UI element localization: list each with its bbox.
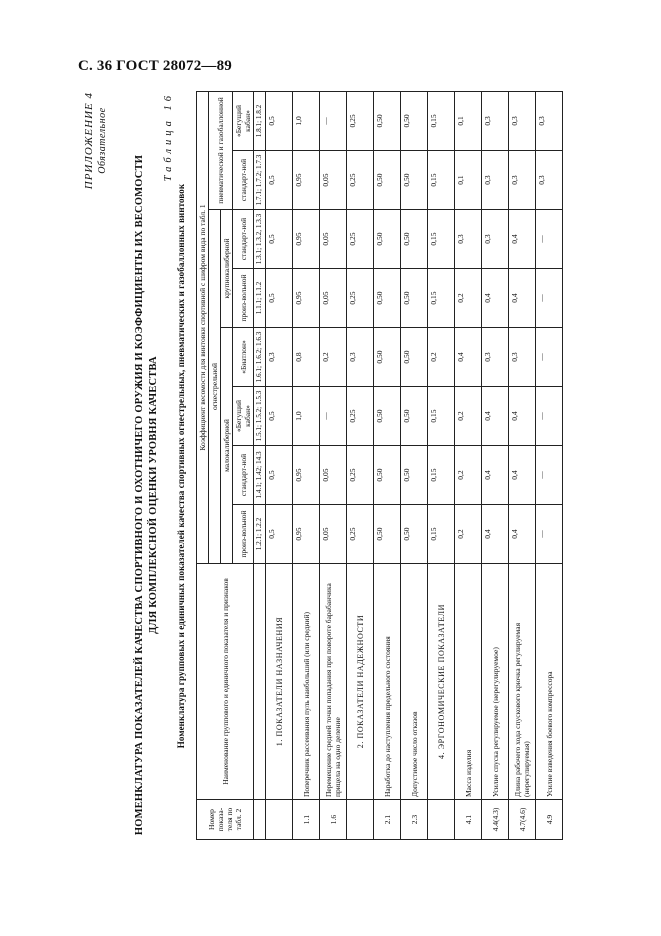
header-large: крупнокалиберной [221,210,233,328]
header-fire: огнестрельной [209,210,221,564]
coef-cell: 0,95 [293,269,320,328]
row-number: 4.7(4.6) [509,800,536,840]
coef-cell: 0,25 [347,446,374,505]
main-title [133,150,161,840]
section-row [266,91,293,839]
column-code: 1.4.1; 1.42; 14.3 [254,446,266,505]
row-number: 1.6 [320,800,347,840]
coef-cell: 0,15 [428,269,455,328]
coef-cell: 0,05 [320,505,347,564]
coef-cell: 0,50 [401,91,428,150]
row-number: 4.9 [536,800,563,840]
header-small: малокалиберной [221,328,233,564]
column-code: 1.3.1; 1.3.2, 1.3.3 [254,210,266,269]
coef-cell: 0,50 [401,151,428,210]
row-name: Масса изделия [455,564,482,800]
code-spacer [254,800,266,840]
coef-cell: 0,5 [266,269,293,328]
coef-cell: — [536,387,563,446]
coef-cell: 0,95 [293,505,320,564]
coef-cell: 0,15 [428,505,455,564]
coef-cell: 0,5 [266,210,293,269]
coef-cell: 0,50 [401,387,428,446]
coef-cell: 0,05 [320,210,347,269]
coef-cell: 0,50 [374,328,401,387]
coef-cell: 0,50 [374,505,401,564]
table-row [401,91,428,839]
row-name: Наработка до наступления предельного состояния [374,564,401,800]
coef-cell: 0,15 [428,387,455,446]
quality-table [196,91,563,840]
coef-cell: 0,3 [482,91,509,150]
coef-cell: 0,4 [509,387,536,446]
row-name: Перемещение средней точки попадания при повороте барабанчика прицела на одно деление [320,564,347,800]
coef-cell: 0,05 [320,269,347,328]
column-label: произ-вольной [233,505,254,564]
coef-cell: 0,1 [455,151,482,210]
column-code: 1.7.1; 1.7.2; 1.7.3 [254,151,266,210]
row-number [266,800,293,840]
row-number [347,800,374,840]
row-number [428,800,455,840]
coef-cell: 0,25 [347,387,374,446]
coef-cell: 0,3 [482,210,509,269]
coef-cell: 0,5 [266,151,293,210]
column-code: 1.5.1; 1.5.2; 1.5.3 [254,387,266,446]
coef-cell: — [536,505,563,564]
coef-cell: 0,3 [482,151,509,210]
row-number: 4.4(4.3) [482,800,509,840]
coef-cell: 0,2 [428,328,455,387]
coef-cell: 0,2 [320,328,347,387]
coef-cell: 0,95 [293,446,320,505]
table-subtitle: Номенклатура групповых и единичных показателей качества спортивных огнестрельных, пневматических и газобаллонных винтовок [176,183,186,749]
coef-cell: 0,05 [320,446,347,505]
table-row [509,91,536,839]
coef-cell: — [320,91,347,150]
coef-cell: 0,50 [374,210,401,269]
coef-cell: 0,50 [374,91,401,150]
coef-cell: 0,4 [455,328,482,387]
coef-cell: 0,50 [401,446,428,505]
coef-cell: 0,95 [293,151,320,210]
coef-cell: 0,4 [509,446,536,505]
coef-cell: 0,4 [482,446,509,505]
coef-cell: 0,4 [482,505,509,564]
coef-cell: — [320,387,347,446]
appendix-label [83,92,109,189]
coef-cell: 0,4 [482,387,509,446]
coef-cell: 0,25 [347,210,374,269]
column-code: 1.8.1; 1.8.2 [254,91,266,150]
coef-cell: 0,05 [320,151,347,210]
coef-cell: 0,50 [374,387,401,446]
coef-cell: 0,95 [293,210,320,269]
table-row [374,91,401,839]
column-label: «Бегущий кабан» [233,91,254,150]
header-coef: Коэффициент весомости для винтовки спортивной с шифром вида по табл. 1 [197,91,209,563]
row-number: 2.3 [401,800,428,840]
column-label: «Биатлон» [233,328,254,387]
appendix-number: ПРИЛОЖЕНИЕ 4 [83,92,95,190]
coef-cell: 0,25 [347,269,374,328]
coef-cell: 0,15 [428,151,455,210]
table-row [320,91,347,839]
coef-cell: 0,5 [266,505,293,564]
main-title-line-2: ДЛЯ КОМПЛЕКСНОЙ ОЦЕНКИ УРОВНЯ КАЧЕСТВА [148,356,159,634]
column-code: 1.1.1; 1.1.2 [254,269,266,328]
coef-cell: 0,3 [509,328,536,387]
coef-cell: — [536,328,563,387]
row-number: 2.1 [374,800,401,840]
appendix-type: Обязательное [97,107,108,174]
header-name: Наименование группового и единичного показателя и признаков [197,564,254,800]
coef-cell: 0,4 [482,269,509,328]
section-row [428,91,455,839]
table-row [455,91,482,839]
column-label: стандарт-ной [233,446,254,505]
coef-cell: 0,50 [401,328,428,387]
row-name: Усилие спуска регулируемое (нерегулируемое) [482,564,509,800]
coef-cell: 0,3 [536,91,563,150]
main-title-line-1: НОМЕНКЛАТУРА ПОКАЗАТЕЛЕЙ КАЧЕСТВА СПОРТИВНОГО И ОХОТНИЧЕГО ОРУЖИЯ И КОЭФФИЦИЕНТЫ ИХ ВЕСОМОСТИ [134,154,145,836]
code-spacer [254,564,266,800]
coef-cell: 0,3 [347,328,374,387]
row-name: Допустимое число отказов [401,564,428,800]
row-name: Поперечник рассеивания пуль наибольший (или средний) [293,564,320,800]
coef-cell: 0,25 [347,505,374,564]
row-name: Длина рабочего хода спускового крючка регулируемая (нерегулируемая) [509,564,536,800]
coef-cell: 0,4 [509,505,536,564]
column-code: 1.2.1; 1.2.2 [254,505,266,564]
coef-cell: 0,5 [266,446,293,505]
section-name: 4. ЭРГОНОМИЧЕСКИЕ ПОКАЗАТЕЛИ [428,564,455,800]
coef-cell: 0,15 [428,446,455,505]
coef-cell: 0,2 [455,446,482,505]
coef-cell: 0,50 [374,151,401,210]
coef-cell: 0,3 [509,151,536,210]
row-number: 4.1 [455,800,482,840]
column-code: 1.6.1; 1.6.2; 1.6.3 [254,328,266,387]
coef-cell: 0,2 [455,505,482,564]
column-label: произ-вольной [233,269,254,328]
coef-cell: 0,3 [455,210,482,269]
coef-cell: 0,50 [401,505,428,564]
coef-cell: 0,5 [266,387,293,446]
coef-cell: 0,15 [428,210,455,269]
coef-cell: 0,2 [455,269,482,328]
coef-cell: 0,3 [536,151,563,210]
table-row [293,91,320,839]
table-row [482,91,509,839]
coef-cell: 0,50 [401,210,428,269]
coef-cell: 0,4 [509,210,536,269]
coef-cell: 0,3 [266,328,293,387]
section-row [347,91,374,839]
header-num: Номер показа-теля по табл. 2 [197,800,254,840]
table-row [536,91,563,839]
coef-cell: 0,50 [374,269,401,328]
coef-cell: 0,4 [509,269,536,328]
coef-cell: 0,25 [347,151,374,210]
coef-cell: 0,3 [482,328,509,387]
rotated-content [83,92,618,840]
coef-cell: 1,0 [293,387,320,446]
coef-cell: 0,50 [401,269,428,328]
coef-cell: 0,25 [347,91,374,150]
coef-cell: — [536,446,563,505]
header-pneu: пневматической и газобаллонной [209,91,233,209]
coef-cell: — [536,269,563,328]
coef-cell: 0,1 [455,91,482,150]
coef-cell: 1,0 [293,91,320,150]
row-number: 1.1 [293,800,320,840]
coef-cell: 0,50 [374,446,401,505]
coef-cell: — [536,210,563,269]
coef-cell: 0,8 [293,328,320,387]
coef-cell: 0,15 [428,91,455,150]
section-name: 2. ПОКАЗАТЕЛИ НАДЕЖНОСТИ [347,564,374,800]
row-name: Усилие взведения боевого компрессора [536,564,563,800]
coef-cell: 0,2 [455,387,482,446]
section-name: 1. ПОКАЗАТЕЛИ НАЗНАЧЕНИЯ [266,564,293,800]
column-label: «Бегущий кабан» [233,387,254,446]
table-number: Таблица 16 [163,92,174,182]
coef-cell: 0,5 [266,91,293,150]
column-label: стандарт-ной [233,210,254,269]
column-label: стандарт-ной [233,151,254,210]
coef-cell: 0,3 [509,91,536,150]
page-header: С. 36 ГОСТ 28072—89 [78,58,232,74]
